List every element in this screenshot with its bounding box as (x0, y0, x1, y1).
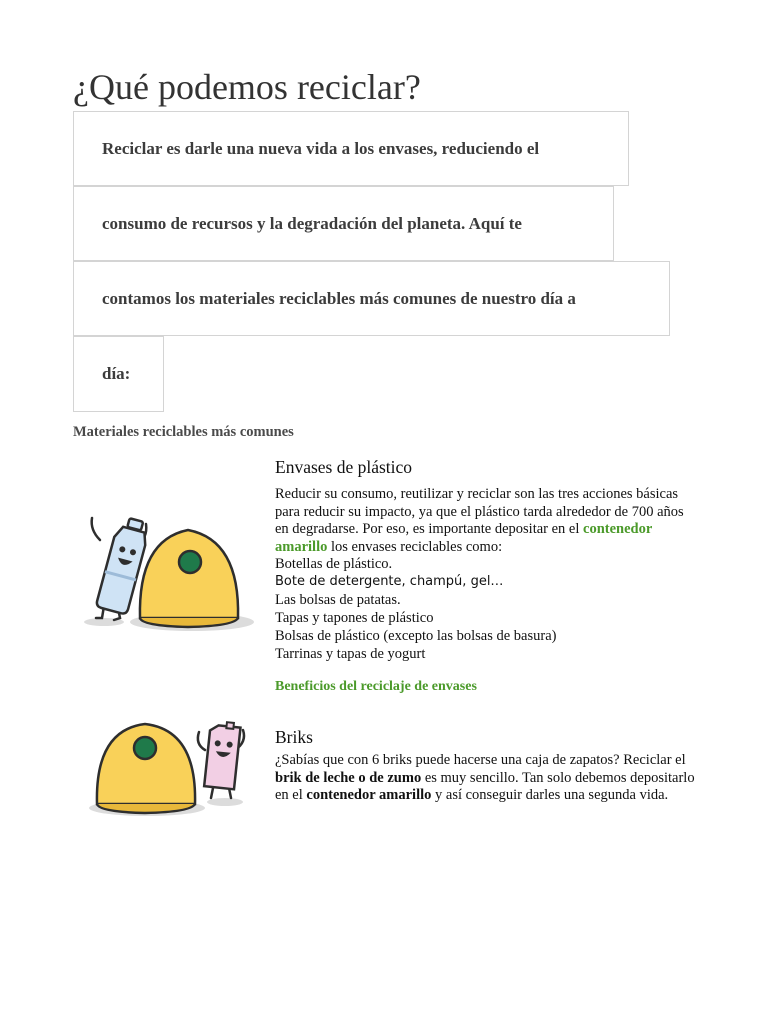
benefits-link[interactable]: Beneficios del reciclaje de envases (275, 679, 477, 694)
list-item: Bolsas de plástico (excepto las bolsas de basura) (275, 628, 557, 644)
list-item: Bote de detergente, champú, gel… (275, 574, 504, 589)
intro-line-4: día: (73, 336, 164, 412)
plastic-description: Reducir su consumo, reutilizar y reciclar son las tres acciones básicas para reducir su impacto, ya que el plástico tarda alrededor de 700 años en degradarse. Por eso, es importante depositar en el contenedor amarillo los envases reciclables como: (275, 486, 684, 555)
intro-line-3: contamos los materiales reciclables más comunes de nuestro día a (73, 261, 670, 336)
section-subtitle: Materiales reciclables más comunes (73, 424, 294, 440)
yellow-container-link[interactable]: contenedor amarillo (275, 521, 653, 555)
list-item: Tapas y tapones de plástico (275, 610, 434, 626)
intro-line-1: Reciclar es darle una nueva vida a los envases, reduciendo el (73, 111, 629, 186)
list-item: Las bolsas de patatas. (275, 592, 401, 608)
list-item: Tarrinas y tapas de yogurt (275, 646, 426, 662)
plastic-section-title: Envases de plástico (275, 457, 413, 477)
plastic-items-list (275, 555, 556, 663)
yellow-container-and-brik-icon (85, 720, 255, 820)
briks-description: ¿Sabías que con 6 briks puede hacerse una caja de zapatos? Reciclar el brik de leche o de zumo es muy sencillo. Tan solo debemos depositarlo en el contenedor amarillo y así conseguir darles una segunda vida. (275, 752, 695, 803)
briks-section-title: Briks (275, 727, 313, 747)
intro-line-2: consumo de recursos y la degradación del planeta. Aquí te (73, 186, 614, 261)
list-item: Botellas de plástico. (275, 556, 393, 572)
bottle-and-yellow-container-icon (82, 510, 262, 635)
page-title: ¿Qué podemos reciclar? (73, 67, 421, 107)
